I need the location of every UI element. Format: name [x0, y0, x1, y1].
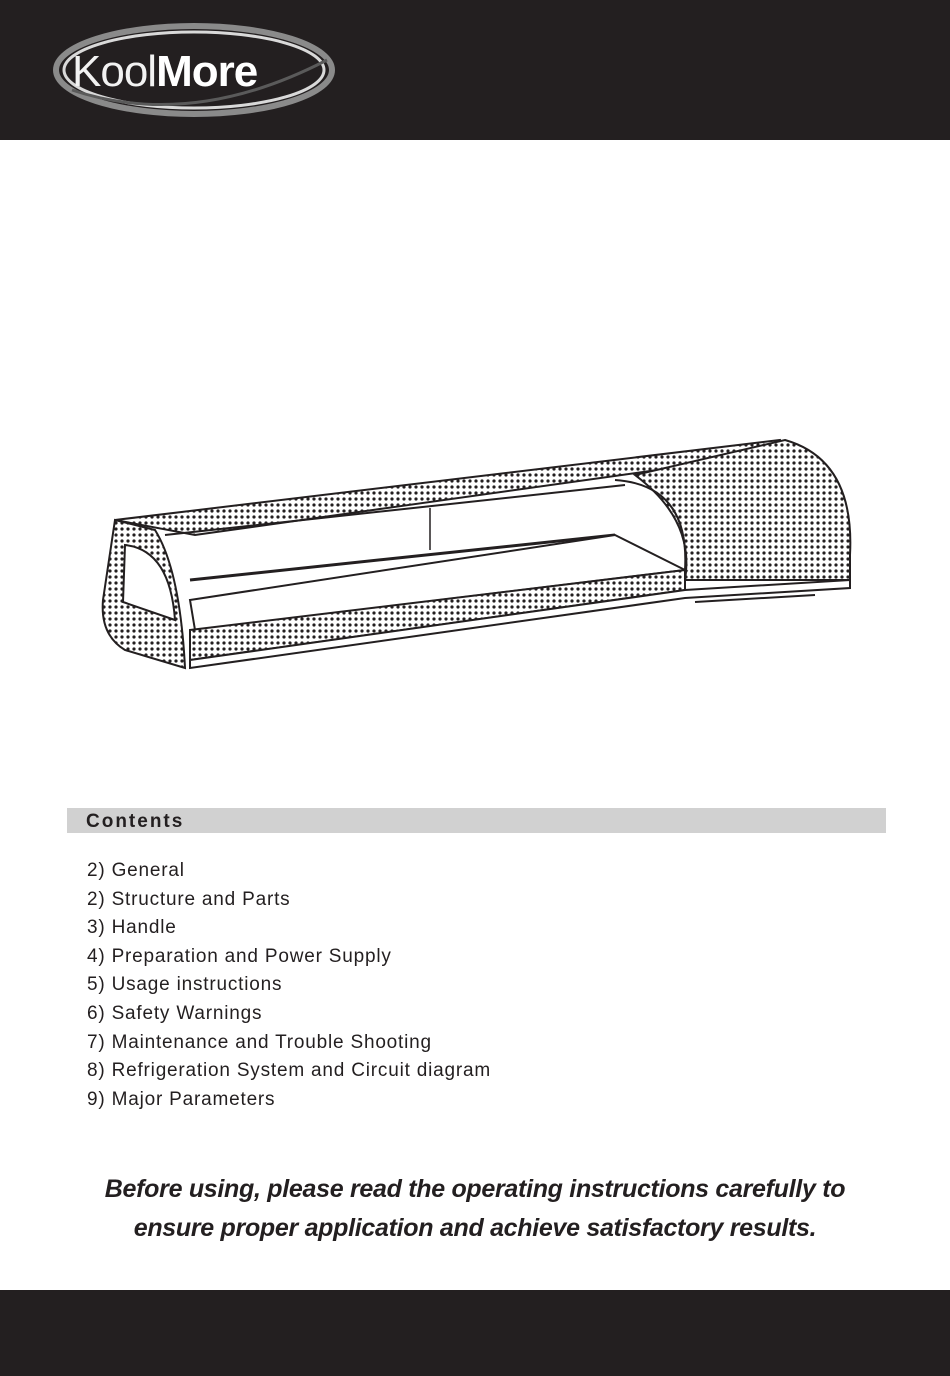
toc-item: 2) Structure and Parts: [87, 888, 291, 910]
product-illustration: [95, 430, 865, 680]
contents-header-bar: [67, 808, 886, 833]
toc-item: 5) Usage instructions: [87, 974, 283, 996]
notice-line-1: Before using, please read the operating instructions carefully to: [104, 1175, 846, 1203]
toc-item: 8) Refrigeration System and Circuit diagram: [87, 1060, 491, 1082]
toc-item: 3) Handle: [87, 917, 177, 939]
footer-band: [0, 1290, 950, 1376]
header-band: [0, 0, 950, 140]
toc-item: 7) Maintenance and Trouble Shooting: [87, 1031, 432, 1053]
contents-heading: Contents: [86, 811, 185, 832]
toc-item: 4) Preparation and Power Supply: [87, 945, 392, 967]
table-of-contents: [87, 857, 491, 1114]
usage-notice: [40, 1170, 910, 1248]
toc-item: 6) Safety Warnings: [87, 1002, 263, 1024]
logo-text-kool: Kool: [72, 47, 157, 96]
koolmore-logo: [52, 20, 337, 120]
notice-line-2: ensure proper application and achieve satisfactory results.: [133, 1214, 817, 1242]
logo-text-more: More: [156, 47, 258, 96]
logo-wordmark: [72, 47, 258, 96]
toc-item: 9) Major Parameters: [87, 1088, 276, 1110]
display-case-image: [95, 430, 865, 680]
toc-item: 2) General: [87, 860, 185, 881]
